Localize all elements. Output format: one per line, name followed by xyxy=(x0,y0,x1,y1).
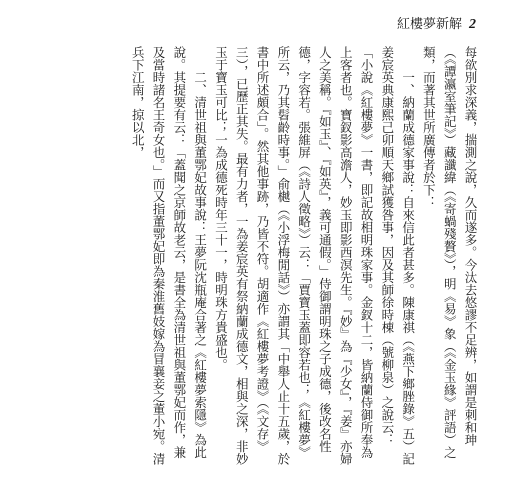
paragraph: 一、納蘭成德家事說：自來信此者甚多。陳康祺（《燕下鄉脞錄》五）記姜宸英典康熙己卯順天鄉試獲咎事，因及其師徐時棟（號柳泉）之說云：「小說《紅樓夢》一書，即記故相明珠家事。金釵十二，皆納蘭侍御所奉為上客者也。寶釵影高澹人，妙玉即影西溟先生。『妙』為『少女』，『姜』亦婦人之美稱。『如玉』、『如英』，義可通假。」侍御謂明珠之子成德，後改名性德，字容若。張維屏（《詩人徵略》）云：「賈寶玉蓋即容若也；《紅樓夢》所云，乃其髫齡時事。」俞樾（《小浮梅閒話》）亦謂其「中舉人止十五歲，於書中所述頗合」。然其他事跡，乃皆不符。胡適作《紅樓夢考證》（《文存》三），已歷正其失。最有力者，一為姜宸英有祭納蘭成德文，相與之深，非妙玉于寶玉可比；一為成德死時年三十一，時明珠方貴盛也。 xyxy=(213,46,416,465)
page-number: 2 xyxy=(469,17,476,32)
paragraph: 二、清世祖與董鄂妃故事說：王夢阮沈瓶庵合著之《紅樓夢索隱》為此說。其提要有云：「蓋聞之京師故老云，是書全為清世祖與董鄂妃而作，兼及當時諸名王奇女也。」而又指董鄂妃即為秦淮舊妓嫁為冒襄妾之董小宛。清兵下江南，掠以北， xyxy=(130,46,208,465)
running-header xyxy=(397,18,476,32)
paragraph: 每欲別求深義，揣測之說，久而遂多。今汰去悠謬不足辨，如謂是刺和珅（《譚瀛室筆記》）藏讖緯（《寄蝸殘贅》），明《易》象（《金玉緣》評語）之類，而著其世所廣傳者於下： xyxy=(421,46,478,459)
body-text xyxy=(40,46,480,470)
book-title: 紅樓夢新解 xyxy=(396,17,462,32)
